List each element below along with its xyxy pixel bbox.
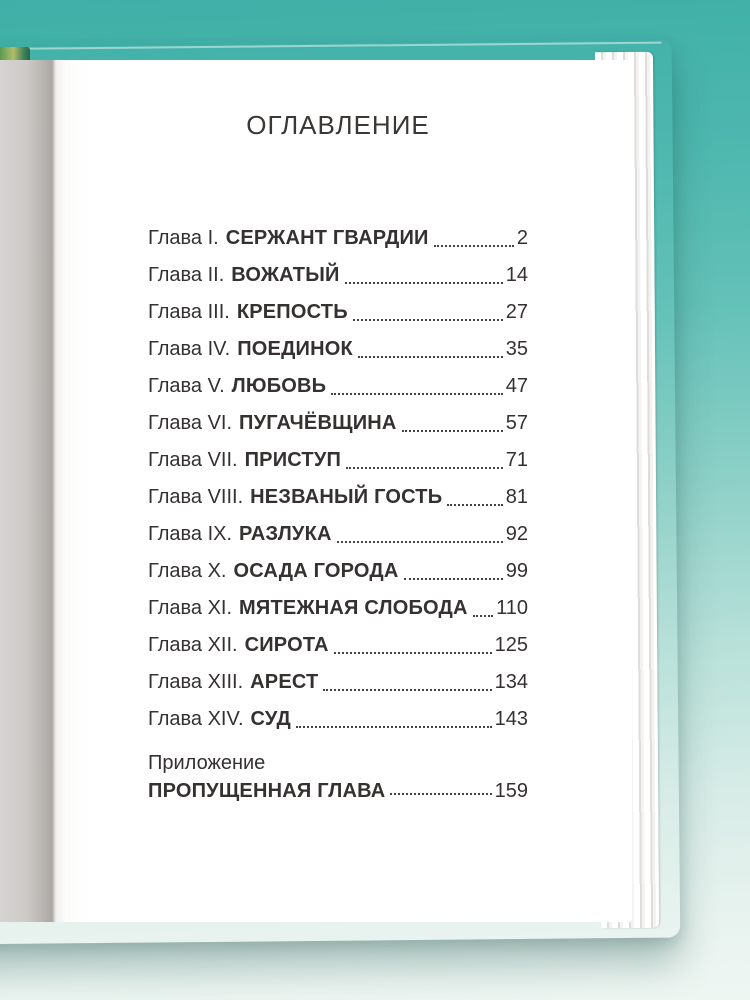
chapter-page-number: 134: [494, 671, 528, 693]
chapter-label: Глава X.: [148, 560, 227, 582]
chapter-page-number: 71: [505, 449, 528, 471]
dot-leader: [473, 615, 493, 617]
dot-leader: [296, 726, 492, 728]
chapter-page-number: 35: [505, 338, 528, 360]
toc-row: [148, 331, 528, 368]
chapter-label: Глава XI.: [148, 597, 233, 619]
dot-leader: [334, 652, 492, 654]
dot-leader: [402, 430, 503, 432]
dot-leader: [345, 282, 503, 284]
toc-row: [148, 516, 528, 553]
chapter-page-number: 143: [494, 708, 528, 730]
dot-leader: [358, 356, 503, 358]
chapter-page-number: 2: [516, 227, 528, 249]
appendix-row: [148, 777, 528, 805]
toc-appendix: [148, 749, 528, 805]
chapter-label: Глава VIII.: [148, 486, 244, 508]
chapter-label: Глава VI.: [148, 412, 233, 434]
chapter-page-number: 110: [496, 597, 528, 619]
page-title: ОГЛАВЛЕНИЕ: [246, 110, 430, 140]
toc-row: [148, 664, 528, 701]
chapter-page-number: 14: [505, 264, 528, 286]
chapter-label: Глава III.: [148, 301, 230, 323]
chapter-title: ВОЖАТЫЙ: [231, 264, 340, 286]
appendix-title: ПРОПУЩЕННАЯ ГЛАВА: [148, 780, 386, 802]
chapter-label: Глава XIV.: [148, 708, 244, 730]
toc: [148, 220, 528, 805]
book-page: [0, 60, 632, 922]
dot-leader: [337, 541, 503, 543]
chapter-page-number: 125: [494, 634, 528, 656]
toc-row: [148, 405, 528, 442]
chapter-label: Глава I.: [148, 227, 219, 249]
toc-row: [148, 701, 528, 738]
chapter-label: Глава XII.: [148, 634, 238, 656]
chapter-title: СЕРЖАНТ ГВАРДИИ: [225, 227, 429, 249]
chapter-title: МЯТЕЖНАЯ СЛОБОДА: [239, 597, 468, 619]
chapter-label: Глава IV.: [148, 338, 231, 360]
toc-list: [148, 220, 528, 738]
chapter-title: АРЕСТ: [250, 671, 319, 693]
toc-row: [148, 257, 528, 294]
toc-row: [148, 368, 528, 405]
dot-leader: [331, 393, 503, 395]
chapter-title: ЛЮБОВЬ: [231, 375, 327, 397]
toc-row: [148, 294, 528, 331]
chapter-page-number: 47: [505, 375, 528, 397]
dot-leader: [390, 793, 491, 795]
chapter-label: Глава IX.: [148, 523, 233, 545]
chapter-label: Глава VII.: [148, 449, 238, 471]
appendix-label: Приложение: [148, 752, 266, 774]
chapter-title: ПОЕДИНОК: [237, 338, 353, 360]
chapter-page-number: 99: [505, 560, 528, 582]
toc-row: [148, 553, 528, 590]
dot-leader: [447, 504, 502, 506]
chapter-title: ПРИСТУП: [244, 449, 342, 471]
dot-leader: [323, 689, 491, 691]
chapter-title: СУД: [250, 708, 292, 730]
chapter-page-number: 92: [505, 523, 528, 545]
chapter-label: Глава V.: [148, 375, 225, 397]
chapter-page-number: 57: [505, 412, 528, 434]
chapter-label: Глава II.: [148, 264, 225, 286]
dot-leader: [353, 319, 503, 321]
chapter-title: НЕЗВАНЫЙ ГОСТЬ: [250, 486, 443, 508]
chapter-page-number: 27: [505, 301, 528, 323]
chapter-label: Глава XIII.: [148, 671, 244, 693]
chapter-title: КРЕПОСТЬ: [236, 301, 348, 323]
chapter-title: ПУГАЧЁВЩИНА: [239, 412, 397, 434]
dot-leader: [346, 467, 503, 469]
appendix-page-number: 159: [494, 780, 528, 802]
chapter-title: РАЗЛУКА: [239, 523, 332, 545]
toc-row: [148, 442, 528, 479]
toc-row: [148, 627, 528, 664]
dot-leader: [404, 578, 503, 580]
dot-leader: [434, 245, 514, 247]
toc-row: [148, 220, 528, 257]
chapter-title: СИРОТА: [244, 634, 329, 656]
chapter-title: ОСАДА ГОРОДА: [233, 560, 399, 582]
toc-row: [148, 479, 528, 516]
toc-row: [148, 590, 528, 627]
chapter-page-number: 81: [505, 486, 528, 508]
